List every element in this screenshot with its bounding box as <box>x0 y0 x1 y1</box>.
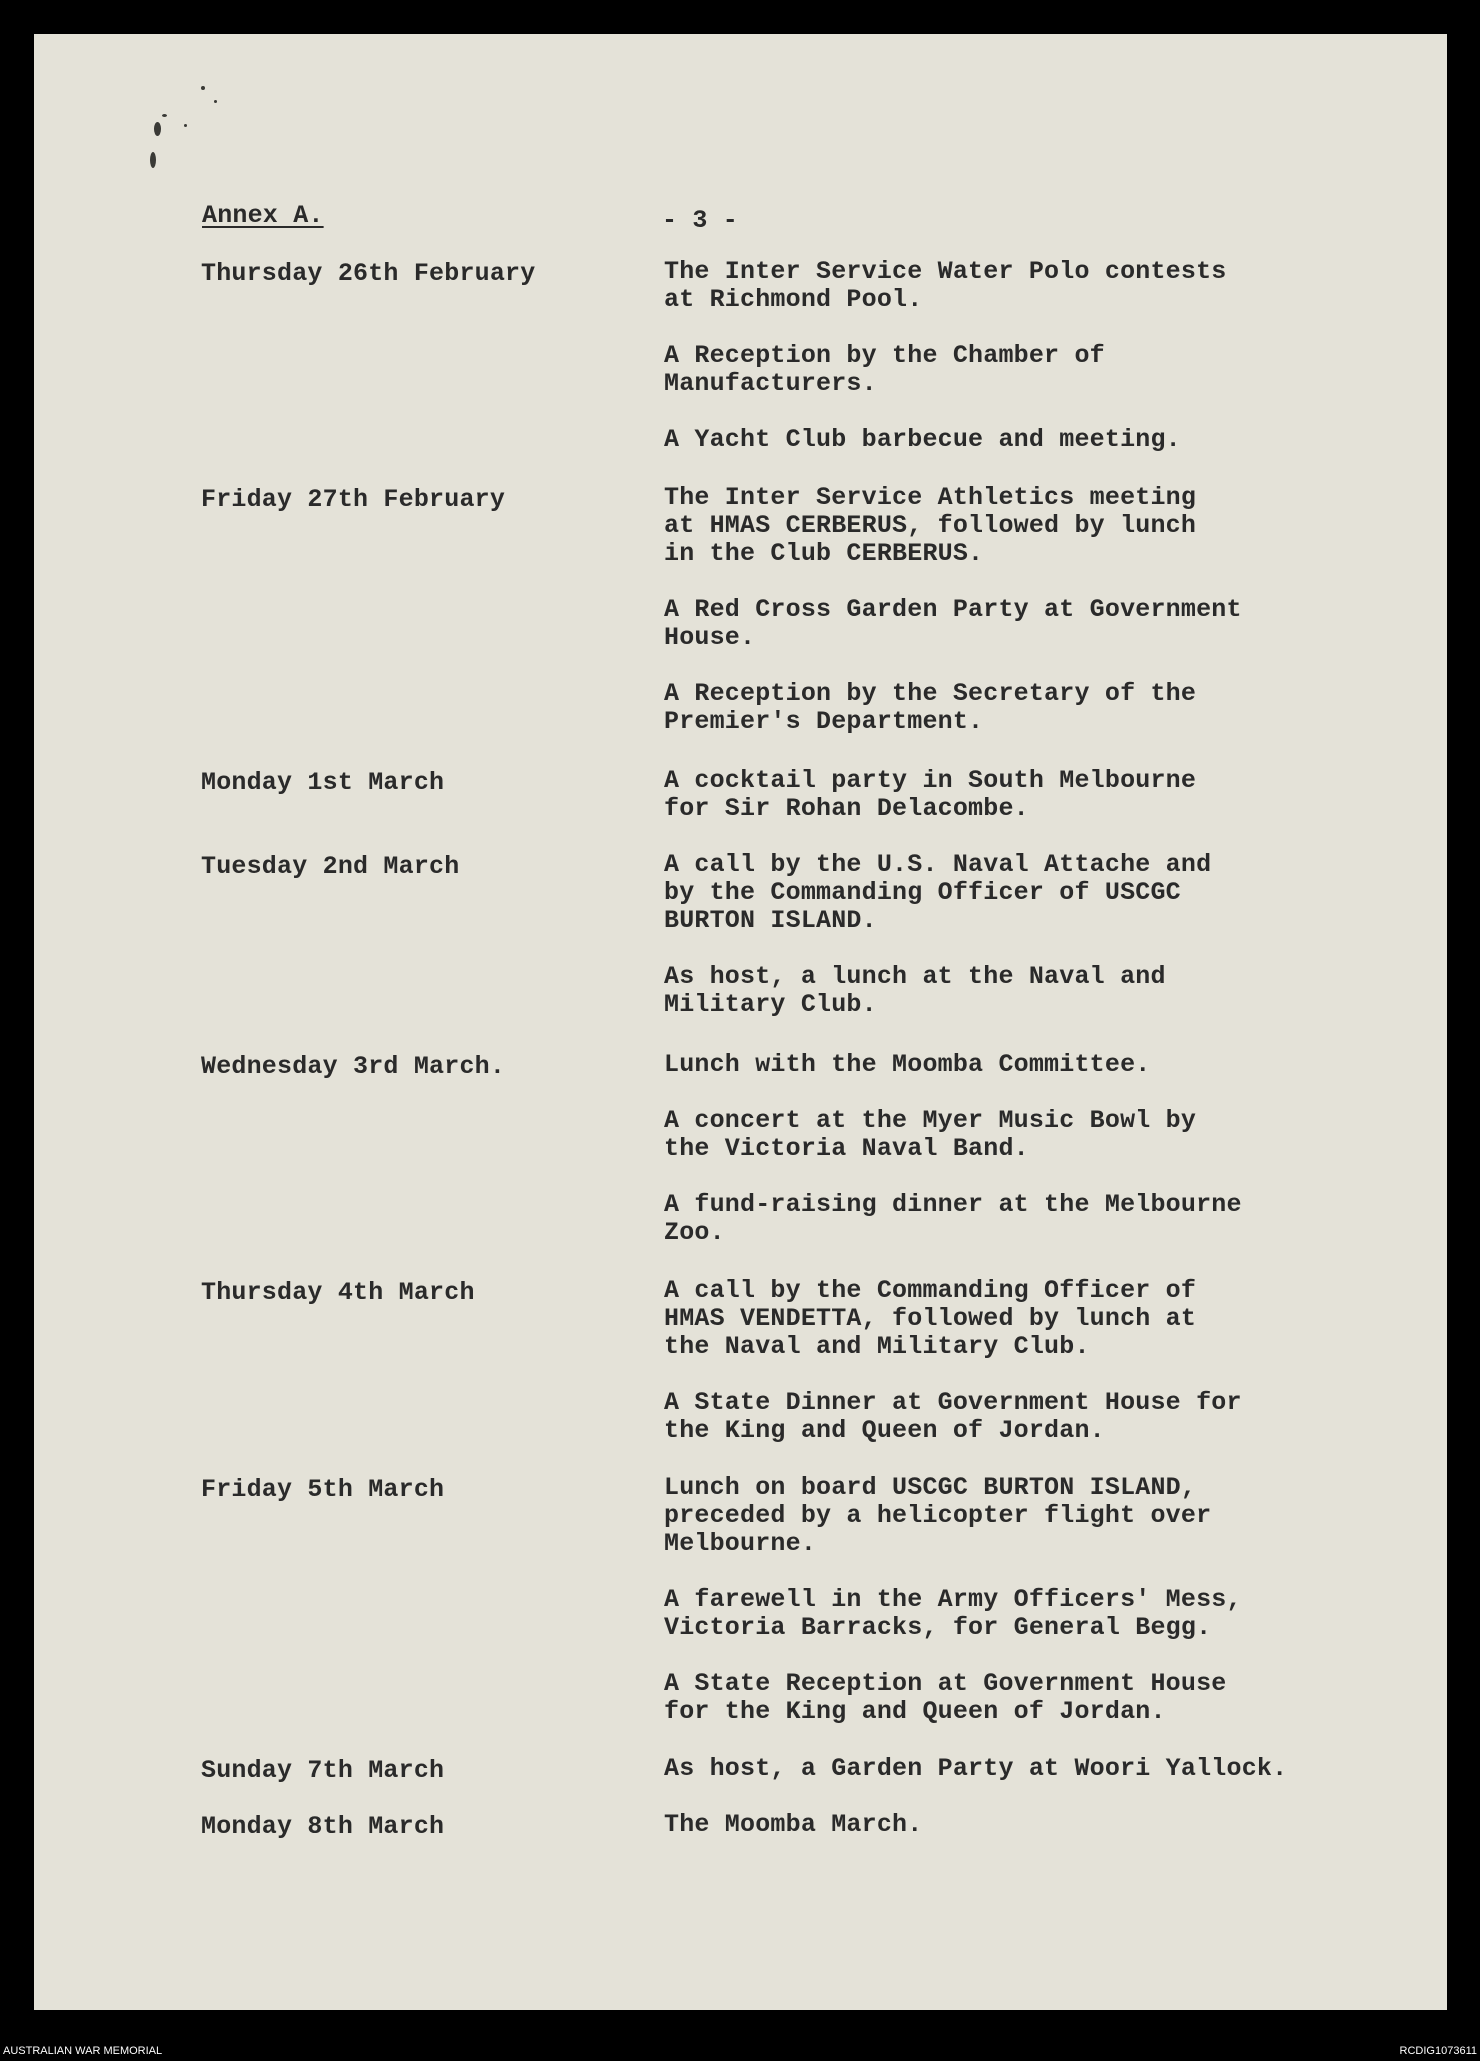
schedule-event-line: by the Commanding Officer of USCGC <box>664 878 1181 907</box>
schedule-event-line: at HMAS CERBERUS, followed by lunch <box>664 511 1197 540</box>
schedule-event-line: Melbourne. <box>664 1529 817 1558</box>
schedule-event-line: the King and Queen of Jordan. <box>664 1416 1105 1445</box>
paper-blemish <box>184 124 187 127</box>
paper-blemish <box>154 122 161 136</box>
schedule-event-line: HMAS VENDETTA, followed by lunch at <box>664 1304 1197 1333</box>
schedule-date: Monday 1st March <box>201 768 445 797</box>
schedule-event-line: preceded by a helicopter flight over <box>664 1501 1212 1530</box>
schedule-date: Friday 5th March <box>201 1475 445 1504</box>
annex-label: Annex A. <box>202 201 324 230</box>
schedule-date: Friday 27th February <box>201 485 506 514</box>
schedule-event-line: A call by the U.S. Naval Attache and <box>664 850 1212 879</box>
schedule-event-line: Premier's Department. <box>664 707 984 736</box>
paper-blemish <box>201 86 205 90</box>
schedule-date: Monday 8th March <box>201 1812 445 1841</box>
schedule-event-line: A State Reception at Government House <box>664 1669 1227 1698</box>
schedule-event-line: A State Dinner at Government House for <box>664 1388 1242 1417</box>
schedule-event-line: Zoo. <box>664 1218 725 1247</box>
schedule-event-line: The Inter Service Water Polo contests <box>664 257 1227 286</box>
footer-left: AUSTRALIAN WAR MEMORIAL <box>3 2045 163 2057</box>
schedule-event-line: A farewell in the Army Officers' Mess, <box>664 1585 1242 1614</box>
schedule-date: Tuesday 2nd March <box>201 852 460 881</box>
schedule-date: Sunday 7th March <box>201 1756 445 1785</box>
schedule-event-line: BURTON ISLAND. <box>664 906 877 935</box>
page-number: - 3 - <box>662 206 739 235</box>
schedule-event-line: A Red Cross Garden Party at Government <box>664 595 1242 624</box>
schedule-event-line: in the Club CERBERUS. <box>664 539 984 568</box>
schedule-event-line: House. <box>664 623 756 652</box>
schedule-event-line: at Richmond Pool. <box>664 285 923 314</box>
schedule-event-line: for the King and Queen of Jordan. <box>664 1697 1166 1726</box>
schedule-event-line: Lunch with the Moomba Committee. <box>664 1050 1151 1079</box>
schedule-event-line: The Inter Service Athletics meeting <box>664 483 1197 512</box>
schedule-event-line: A Reception by the Chamber of <box>664 341 1105 370</box>
schedule-date: Wednesday 3rd March. <box>201 1052 506 1081</box>
schedule-event-line: A Reception by the Secretary of the <box>664 679 1197 708</box>
schedule-event-line: Manufacturers. <box>664 369 877 398</box>
schedule-event-line: A cocktail party in South Melbourne <box>664 766 1197 795</box>
paper-blemish <box>162 114 167 117</box>
schedule-event-line: A call by the Commanding Officer of <box>664 1276 1197 1305</box>
schedule-event-line: As host, a lunch at the Naval and <box>664 962 1166 991</box>
schedule-event-line: the Naval and Military Club. <box>664 1332 1090 1361</box>
schedule-event-line: A Yacht Club barbecue and meeting. <box>664 425 1181 454</box>
schedule-event-line: The Moomba March. <box>664 1810 923 1839</box>
schedule-event-line: Victoria Barracks, for General Begg. <box>664 1613 1212 1642</box>
schedule-event-line: As host, a Garden Party at Woori Yallock. <box>664 1754 1288 1783</box>
schedule-event-line: A concert at the Myer Music Bowl by <box>664 1106 1197 1135</box>
schedule-event-line: Military Club. <box>664 990 877 1019</box>
schedule-event-line: for Sir Rohan Delacombe. <box>664 794 1029 823</box>
paper-blemish <box>150 152 156 168</box>
schedule-event-line: the Victoria Naval Band. <box>664 1134 1029 1163</box>
schedule-date: Thursday 26th February <box>201 259 536 288</box>
paper-blemish <box>214 100 217 103</box>
schedule-date: Thursday 4th March <box>201 1278 475 1307</box>
footer-right: RCDIG1073611 <box>1399 2045 1477 2057</box>
schedule-event-line: Lunch on board USCGC BURTON ISLAND, <box>664 1473 1197 1502</box>
schedule-event-line: A fund-raising dinner at the Melbourne <box>664 1190 1242 1219</box>
